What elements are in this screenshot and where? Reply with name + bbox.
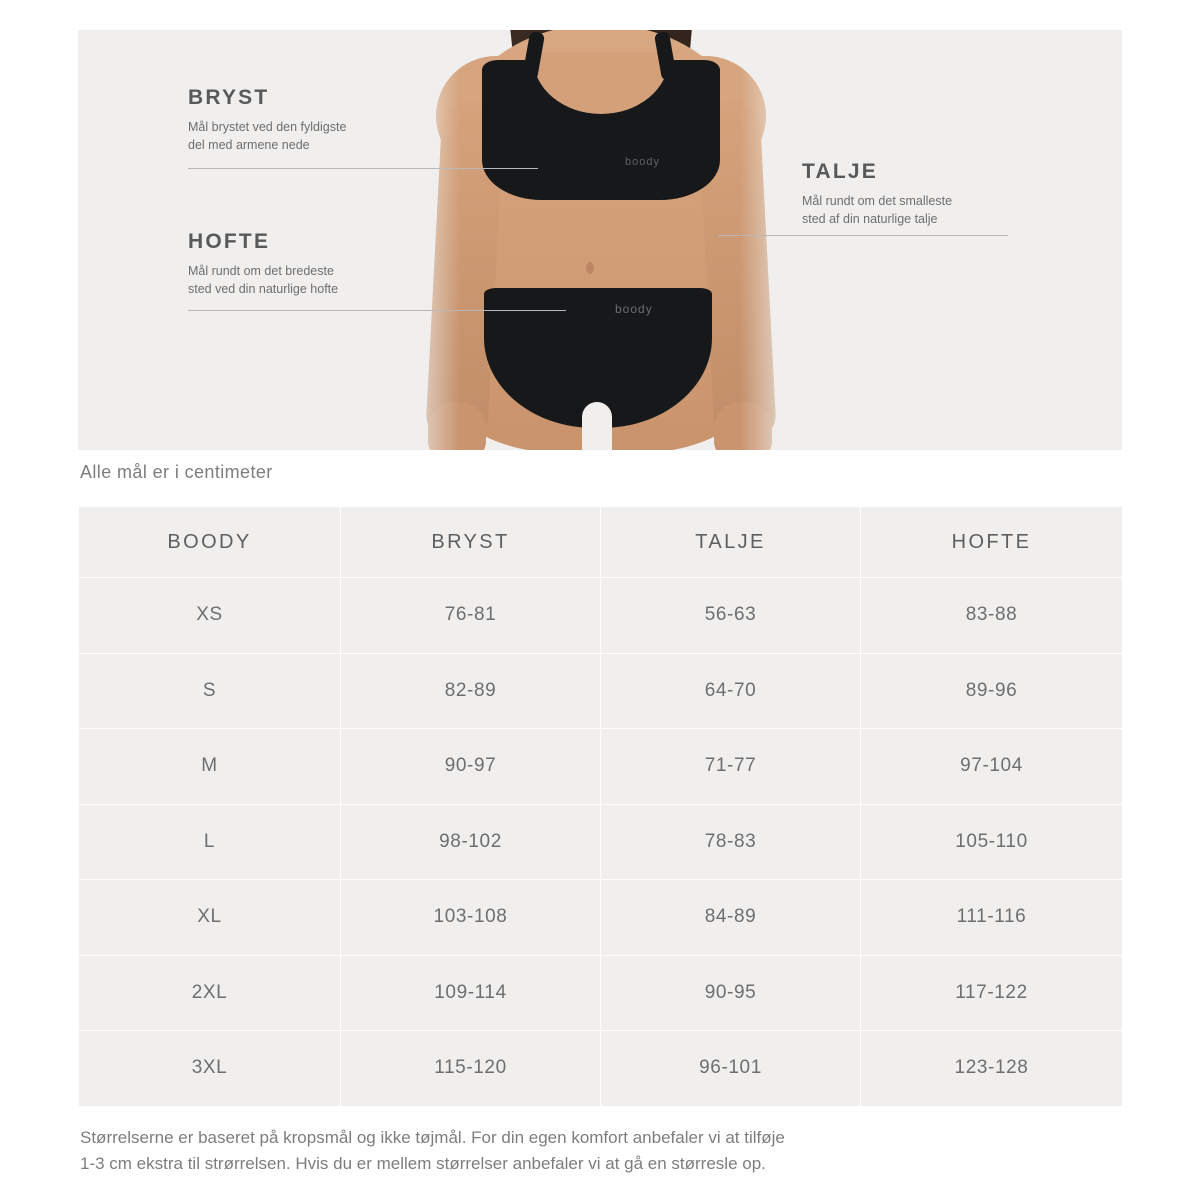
cell-size: XL [79, 880, 341, 956]
leader-line-hofte [188, 310, 428, 311]
cell-size: S [79, 653, 341, 729]
cell-size: 3XL [79, 1031, 341, 1107]
cell-bryst: 115-120 [341, 1031, 601, 1107]
cell-talje: 78-83 [601, 804, 861, 880]
leader-line-bryst [188, 168, 538, 169]
cell-hofte: 123-128 [861, 1031, 1123, 1107]
cell-talje: 90-95 [601, 955, 861, 1031]
size-table-head [79, 507, 1123, 578]
navel [586, 262, 594, 274]
cell-bryst: 98-102 [341, 804, 601, 880]
annotation-talje-title: TALJE [802, 160, 878, 183]
bra-brand-logo: boody [625, 156, 660, 168]
annotation-talje-text: Mål rundt om det smalleste sted af din naturlige talje [802, 194, 953, 227]
size-chart [78, 506, 1122, 1107]
annotation-bryst [188, 86, 438, 154]
leg-gap [582, 402, 612, 450]
table-row [79, 653, 1123, 729]
annotation-bryst-title: BRYST [188, 86, 270, 109]
cell-bryst: 109-114 [341, 955, 601, 1031]
table-row [79, 955, 1123, 1031]
cell-bryst: 76-81 [341, 578, 601, 654]
column-header-size: BOODY [79, 507, 341, 578]
cell-size: M [79, 729, 341, 805]
leader-line-talje [718, 235, 1008, 236]
cell-hofte: 89-96 [861, 653, 1123, 729]
table-row [79, 1031, 1123, 1107]
cell-size: XS [79, 578, 341, 654]
cell-size: L [79, 804, 341, 880]
table-row [79, 804, 1123, 880]
cell-talje: 64-70 [601, 653, 861, 729]
cell-talje: 56-63 [601, 578, 861, 654]
annotation-hofte-title: HOFTE [188, 230, 271, 253]
column-header-bryst: BRYST [341, 507, 601, 578]
photo-fade-right [740, 30, 800, 450]
cell-bryst: 82-89 [341, 653, 601, 729]
cell-bryst: 90-97 [341, 729, 601, 805]
annotation-talje [802, 160, 1052, 228]
leader-line-hofte-extension [426, 310, 566, 311]
table-row [79, 880, 1123, 956]
cell-bryst: 103-108 [341, 880, 601, 956]
cell-hofte: 117-122 [861, 955, 1123, 1031]
annotation-bryst-text: Mål brystet ved den fyldigste del med armene nede [188, 120, 347, 153]
cell-talje: 71-77 [601, 729, 861, 805]
measurement-diagram [78, 30, 1122, 450]
cell-hofte: 83-88 [861, 578, 1123, 654]
table-header-row [79, 507, 1123, 578]
sizing-footnote: Størrelserne er baseret på kropsmål og ikke tøjmål. For din egen komfort anbefaler vi at tilføje 1-3 cm ekstra til strørrelsen. Hvis du er mellem størrelser anbefaler vi at gå en størresle op. [80, 1128, 785, 1174]
annotation-hofte [188, 230, 438, 298]
cell-hofte: 111-116 [861, 880, 1123, 956]
table-row [79, 578, 1123, 654]
size-table [78, 506, 1123, 1107]
cell-size: 2XL [79, 955, 341, 1031]
size-table-body [79, 578, 1123, 1107]
annotation-hofte-text: Mål rundt om det bredeste sted ved din naturlige hofte [188, 264, 339, 297]
table-row [79, 729, 1123, 805]
cell-talje: 84-89 [601, 880, 861, 956]
briefs-brand-logo: boody [615, 302, 653, 316]
column-header-hofte: HOFTE [861, 507, 1123, 578]
cell-hofte: 97-104 [861, 729, 1123, 805]
unit-caption: Alle mål er i centimeter [80, 462, 273, 482]
cell-hofte: 105-110 [861, 804, 1123, 880]
column-header-talje: TALJE [601, 507, 861, 578]
cell-talje: 96-101 [601, 1031, 861, 1107]
